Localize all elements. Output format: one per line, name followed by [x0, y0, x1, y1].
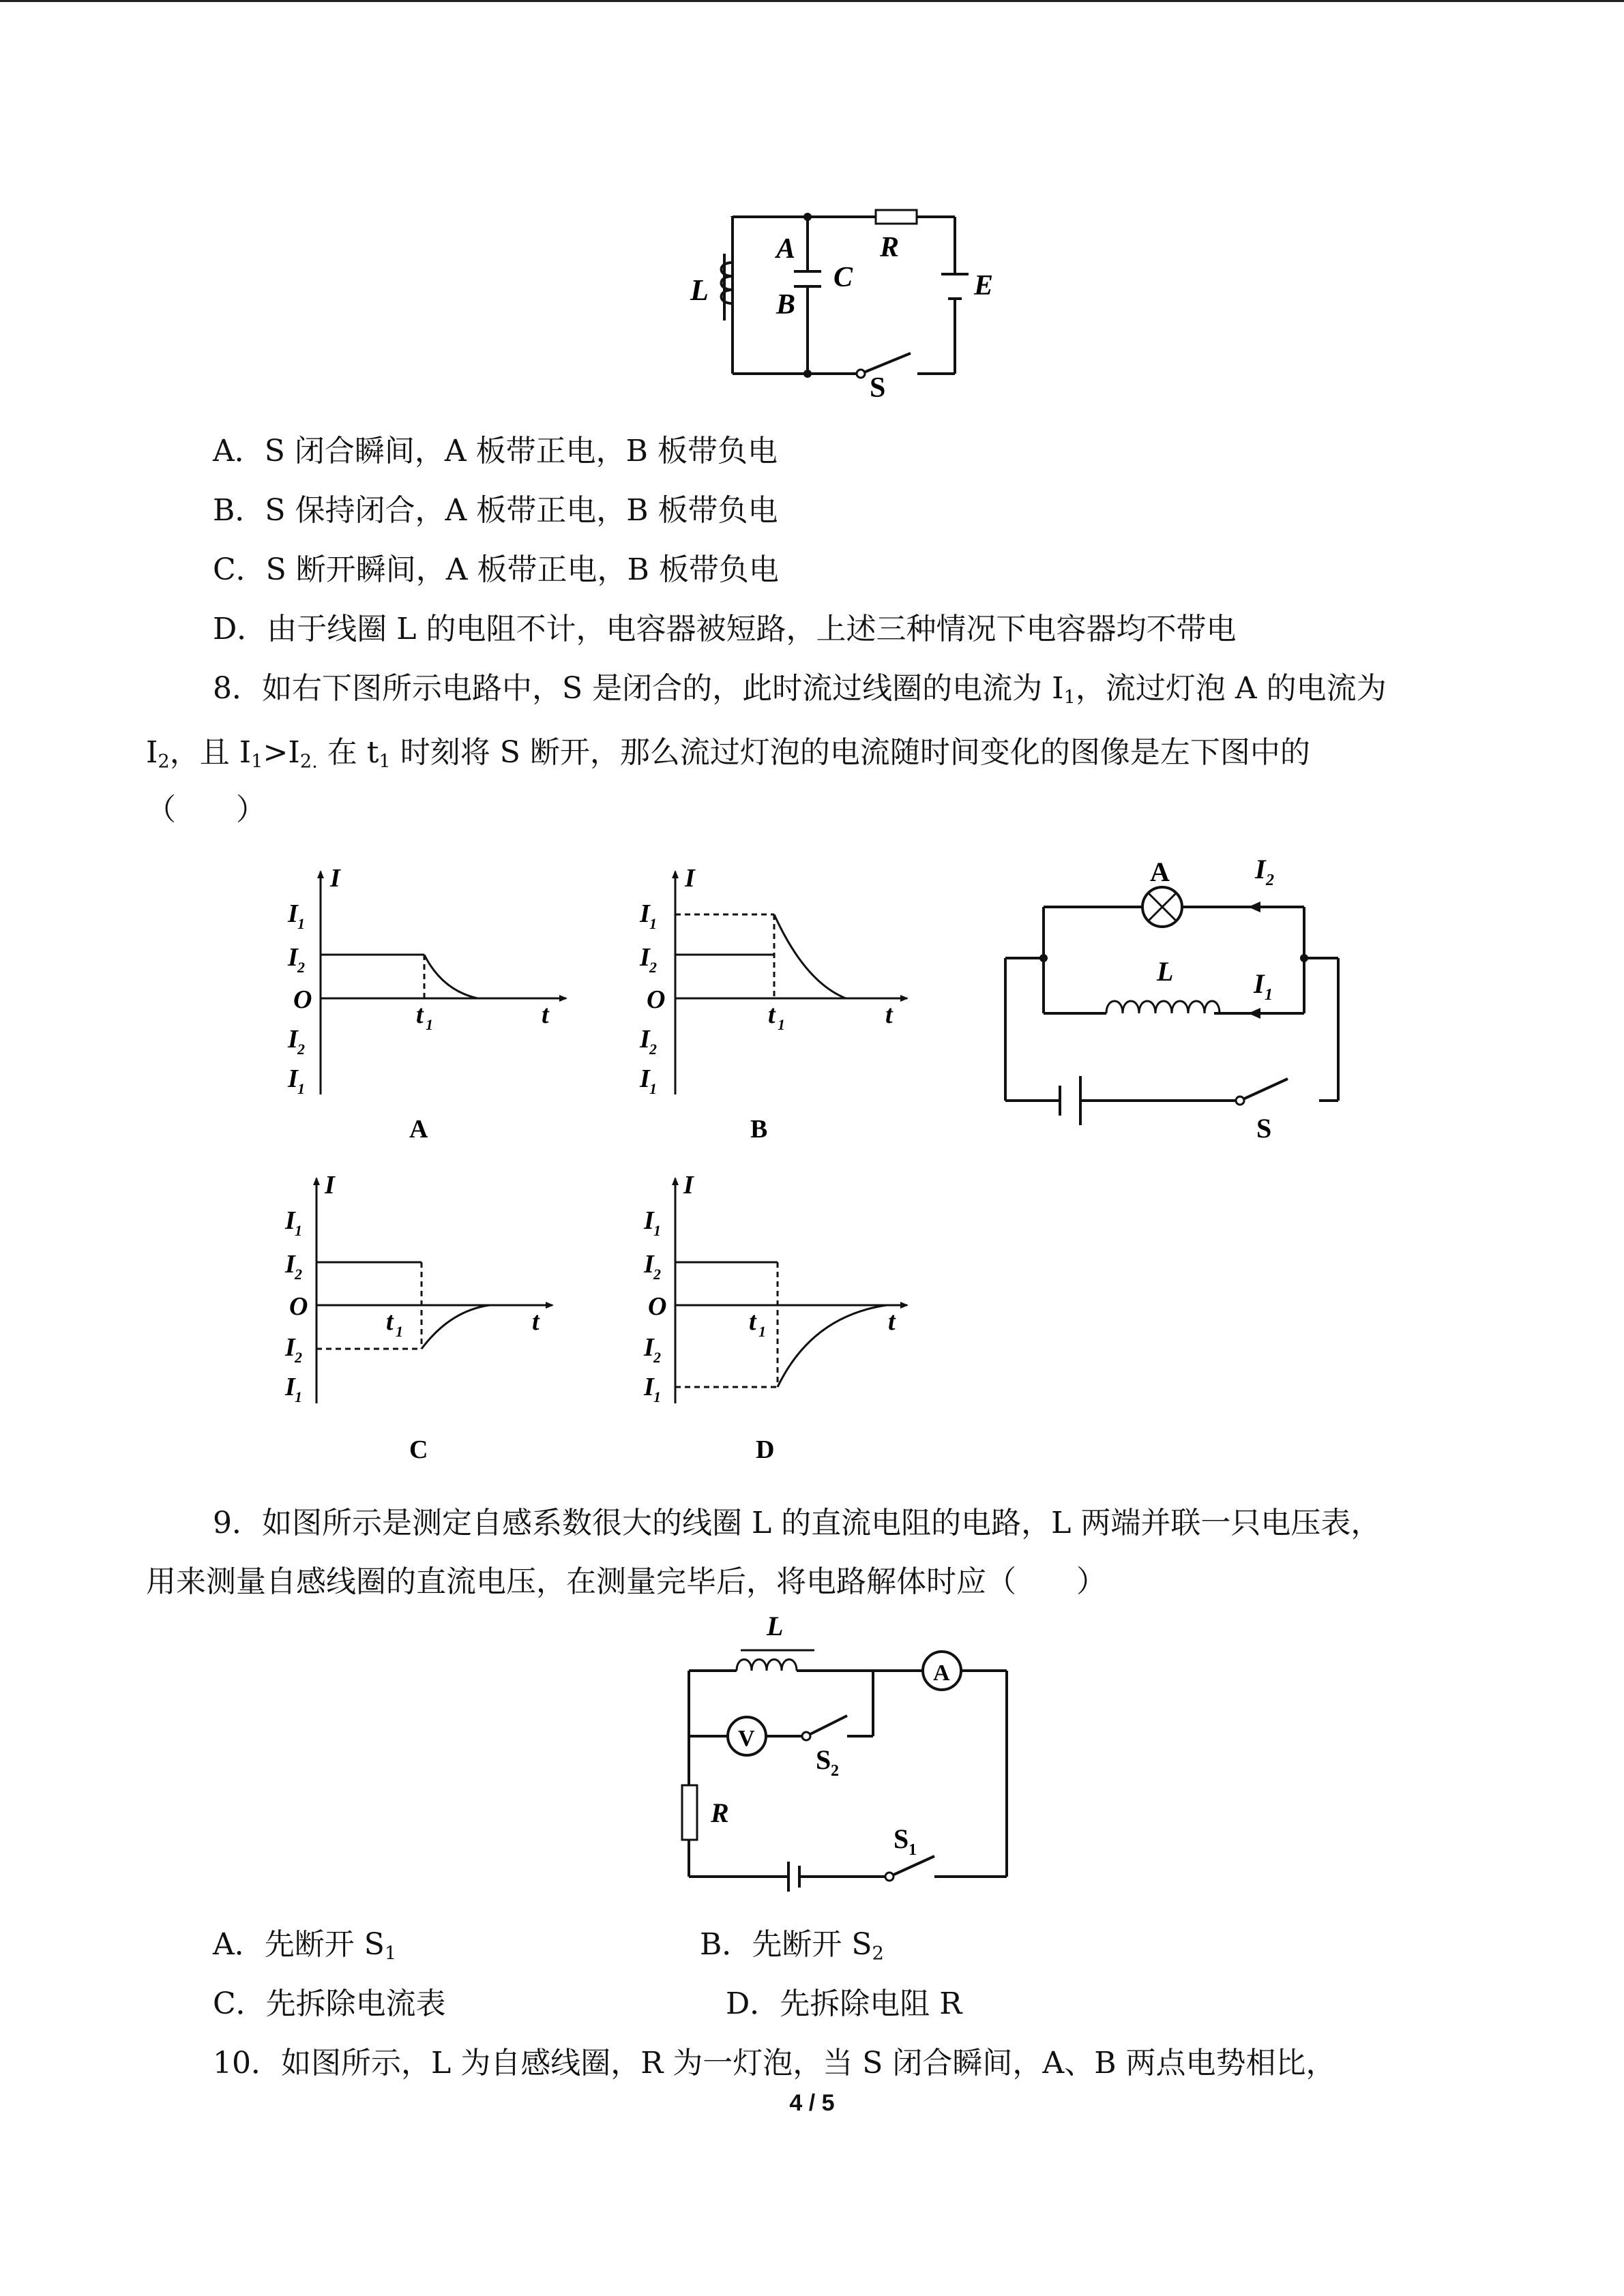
svg-text:2: 2 [649, 1041, 657, 1058]
q7-option-d: D．由于线圈 L 的电阻不计，电容器被短路，上述三种情况下电容器均不带电 [213, 612, 1237, 646]
svg-text:2: 2 [295, 1349, 302, 1366]
svg-text:O: O [289, 1292, 308, 1321]
q8-stem-line1: 8．如右下图所示电路中，S 是闭合的，此时流过线圈的电流为 $I_1$，流过灯泡 A 的电流为 [213, 671, 1387, 709]
svg-text:1: 1 [778, 1016, 785, 1033]
q7-label-R: R [880, 232, 900, 263]
svg-text:1: 1 [396, 1323, 403, 1340]
svg-text:1: 1 [653, 1388, 661, 1405]
q8-circuit-label-A: A [1150, 856, 1170, 887]
svg-text:2: 2 [653, 1266, 661, 1283]
q8-circuit-label-I1: I [1254, 968, 1265, 999]
svg-text:I: I [285, 1206, 295, 1235]
q9-stem-line1: 9．如图所示是测定自感系数很大的线圈 L 的直流电阻的电路，L 两端并联一只电压表， [213, 1506, 1381, 1540]
svg-text:1: 1 [295, 1388, 302, 1405]
svg-text:1: 1 [649, 1080, 657, 1097]
q9-option-a: A．先断开 $S_1$ [213, 1927, 397, 1965]
q9-label-S2: S [816, 1744, 831, 1775]
graph-b-name: B [750, 1115, 768, 1144]
q8-circuit-label-L: L [1157, 956, 1174, 987]
svg-text:I: I [288, 1025, 298, 1054]
svg-text:2: 2 [649, 959, 657, 976]
graph-c-name: C [409, 1435, 428, 1464]
svg-text:I: I [644, 1250, 654, 1279]
q8-circuit-label-I2: I [1255, 854, 1266, 884]
svg-text:O: O [648, 1292, 667, 1321]
q9-label-R: R [711, 1798, 729, 1828]
svg-text:t: t [416, 1000, 424, 1029]
svg-text:I: I [644, 1206, 654, 1235]
svg-text:1: 1 [653, 1222, 661, 1239]
svg-text:t: t [532, 1307, 540, 1336]
page-number: 4 / 5 [789, 2090, 835, 2116]
svg-text:t: t [768, 1000, 776, 1029]
svg-text:1: 1 [758, 1323, 766, 1340]
q9-stem-line2: 用来测量自感线圈的直流电压，在测量完毕后，将电路解体时应（ ） [146, 1564, 1106, 1599]
svg-text:t: t [888, 1307, 896, 1336]
graph-a-name: A [409, 1115, 428, 1144]
svg-text:O: O [293, 985, 312, 1014]
svg-text:I: I [288, 1064, 298, 1093]
q9-label-S1: S [894, 1823, 909, 1854]
svg-text:1: 1 [909, 1841, 917, 1859]
svg-text:1: 1 [295, 1222, 302, 1239]
q7-option-b: B．S 保持闭合，A 板带正电，B 板带负电 [213, 493, 778, 528]
svg-text:I: I [640, 1025, 650, 1054]
svg-text:I: I [288, 899, 298, 928]
q8-answer-bracket: （ ） [146, 792, 266, 827]
svg-text:1: 1 [297, 915, 305, 932]
q9-voltmeter-V: V [738, 1726, 755, 1751]
svg-text:I: I [683, 1171, 694, 1199]
q7-option-c: C．S 断开瞬间，A 板带正电，B 板带负电 [213, 552, 779, 587]
svg-text:I: I [325, 1171, 335, 1199]
q7-label-A: A [776, 233, 796, 265]
svg-text:2: 2 [653, 1349, 661, 1366]
q9-ammeter-A: A [933, 1660, 950, 1686]
svg-text:2: 2 [297, 959, 305, 976]
svg-text:I: I [285, 1333, 295, 1362]
svg-text:t: t [386, 1307, 394, 1336]
svg-text:1: 1 [297, 1080, 305, 1097]
svg-text:t: t [749, 1307, 756, 1336]
svg-text:2: 2 [295, 1266, 302, 1283]
q9-option-c: C．先拆除电流表 [213, 1986, 446, 2021]
svg-text:t: t [542, 1000, 549, 1029]
svg-text:1: 1 [1265, 986, 1273, 1004]
svg-text:1: 1 [426, 1016, 433, 1033]
svg-text:1: 1 [649, 915, 657, 932]
svg-text:I: I [640, 899, 650, 928]
q8-circuit-label-S: S [1256, 1113, 1272, 1144]
q7-label-E: E [974, 270, 994, 301]
svg-text:I: I [285, 1250, 295, 1279]
q9-option-d: D．先拆除电阻 R [726, 1986, 962, 2021]
svg-text:I: I [288, 943, 298, 972]
q9-label-L: L [767, 1611, 784, 1641]
svg-text:I: I [285, 1373, 295, 1401]
q8-stem-line2: $I_2$，且 $I_1>I_{2.}$ 在 $t_1$ 时刻将 S 断开，那么流过灯泡的电流随时间变化的图像是左下图中的 [146, 735, 1310, 773]
svg-text:O: O [647, 985, 666, 1014]
q7-label-C: C [833, 262, 853, 293]
svg-text:I: I [330, 864, 340, 893]
q7-label-L: L [690, 273, 709, 307]
q10-stem-line1: 10．如图所示，L 为自感线圈，R 为一灯泡，当 S 闭合瞬间，A、B 两点电势相比， [213, 2046, 1336, 2081]
svg-text:I: I [644, 1373, 654, 1401]
svg-text:I: I [644, 1333, 654, 1362]
q7-option-a: A．S 闭合瞬间，A 板带正电，B 板带负电 [213, 434, 778, 468]
q7-label-S: S [870, 372, 886, 404]
svg-text:2: 2 [831, 1762, 839, 1780]
svg-text:2: 2 [297, 1041, 305, 1058]
svg-text:I: I [685, 864, 695, 893]
svg-text:I: I [640, 943, 650, 972]
svg-text:2: 2 [1266, 871, 1274, 889]
graph-d-name: D [756, 1435, 775, 1464]
q9-option-b: B．先断开 $S_2$ [700, 1927, 884, 1965]
svg-text:t: t [885, 1000, 893, 1029]
svg-text:I: I [640, 1064, 650, 1093]
q7-label-B: B [776, 289, 796, 320]
